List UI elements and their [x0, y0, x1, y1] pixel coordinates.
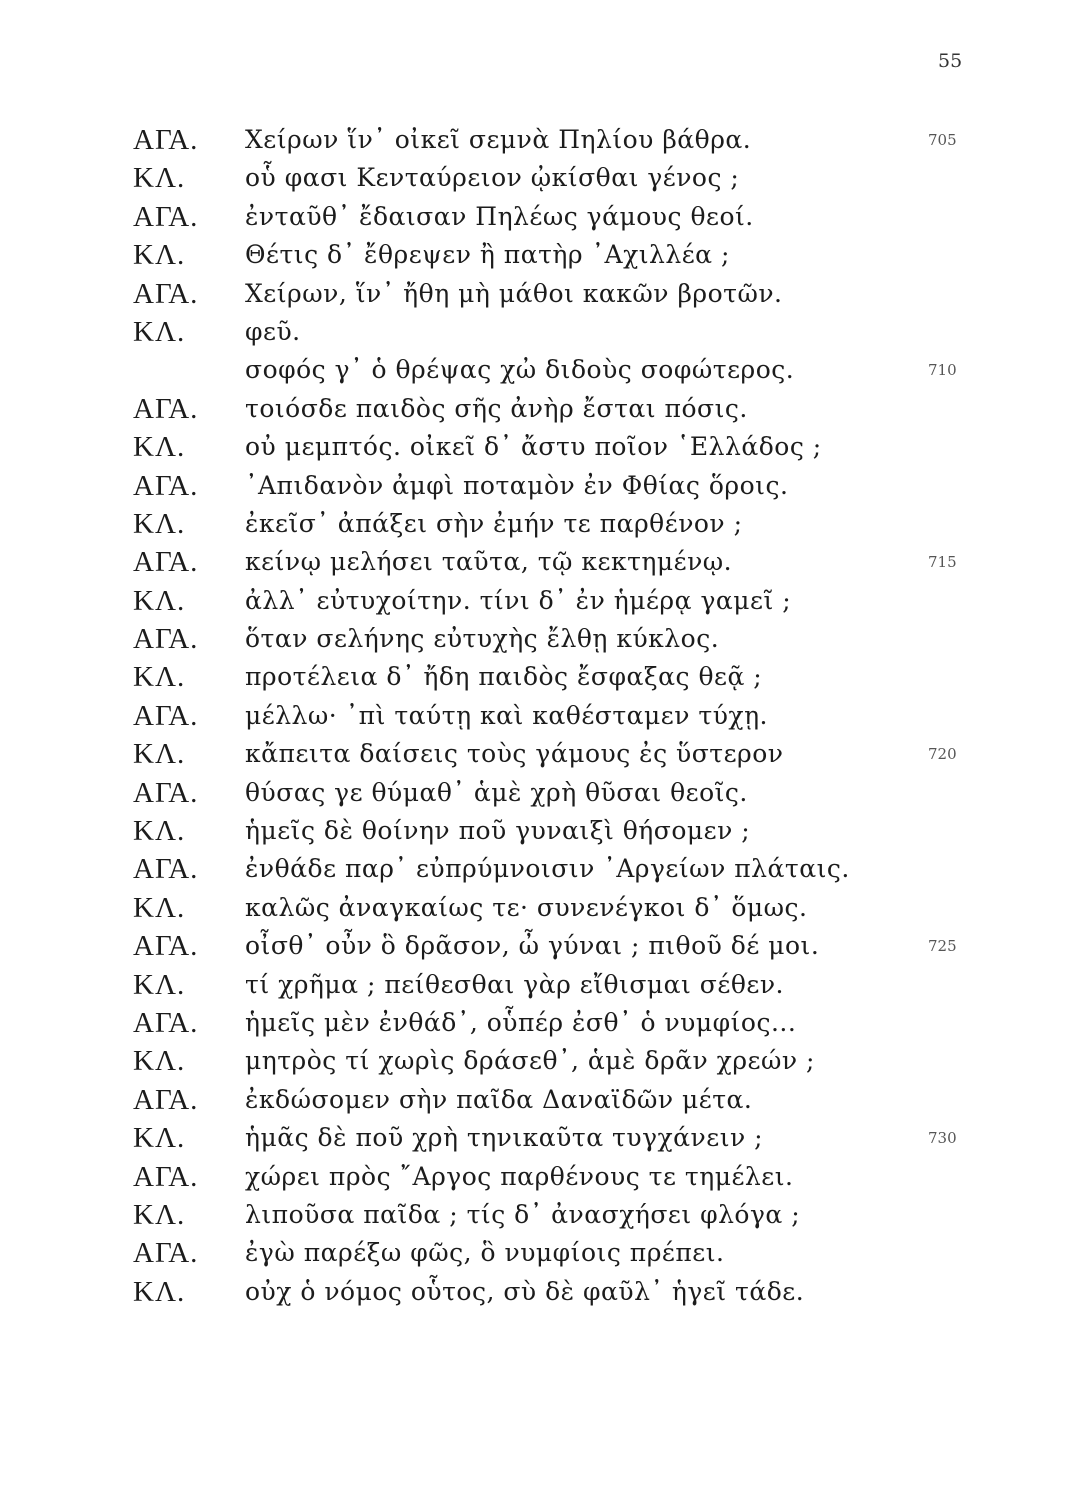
verse-line — [133, 351, 1033, 389]
speaker-label: ΚΛ. — [133, 738, 186, 771]
speaker-label: ΑΓΑ. — [133, 200, 199, 233]
speaker-label: ΑΓΑ. — [133, 699, 199, 732]
verse-line — [133, 159, 1033, 197]
verse-text: ἡμεῖς δὲ θοίνην ποῦ γυναιξὶ θήσομεν ; — [245, 816, 751, 846]
verse-line — [133, 889, 1033, 927]
verse-text: Χείρων, ἵν᾽ ἤθη μὴ μάθοι κακῶν βροτῶν. — [245, 278, 783, 308]
verse-line — [133, 313, 1033, 351]
speaker-label: ΑΓΑ. — [133, 469, 199, 502]
speaker-label: ΚΛ. — [133, 661, 186, 694]
verse-text: ἐγὼ παρέξω φῶς, ὃ νυμφίοις πρέπει. — [245, 1238, 725, 1268]
speaker-label: ΑΓΑ. — [133, 1083, 199, 1116]
speaker-label: ΚΛ. — [133, 584, 186, 617]
speaker-label: ΚΛ. — [133, 891, 186, 924]
speaker-label: ΚΛ. — [133, 1198, 186, 1231]
speaker-label: ΚΛ. — [133, 1045, 186, 1078]
speaker-label: ΑΓΑ. — [133, 930, 199, 963]
verse-line — [133, 236, 1033, 274]
verse-block — [133, 121, 1033, 1311]
verse-text: τοιόσδε παιδὸς σῆς ἀνὴρ ἔσται πόσις. — [245, 393, 748, 423]
line-number: 710 — [928, 361, 957, 380]
verse-line — [133, 1234, 1033, 1272]
verse-line — [133, 1004, 1033, 1042]
verse-line — [133, 1042, 1033, 1080]
speaker-label: ΚΛ. — [133, 968, 186, 1001]
speaker-label: ΑΓΑ. — [133, 776, 199, 809]
verse-text: θύσας γε θύμαθ᾽ ἁμὲ χρὴ θῦσαι θεοῖς. — [245, 777, 748, 807]
line-number: 730 — [928, 1129, 957, 1148]
verse-text: ἡμεῖς μὲν ἐνθάδ᾽, οὗπέρ ἐσθ᾽ ὁ νυμφίος... — [245, 1007, 797, 1037]
page-number: 55 — [938, 50, 963, 72]
verse-line — [133, 966, 1033, 1004]
verse-line — [133, 697, 1033, 735]
verse-line — [133, 620, 1033, 658]
verse-text: ἐνταῦθ᾽ ἔδαισαν Πηλέως γάμους θεοί. — [245, 201, 754, 231]
verse-line — [133, 658, 1033, 696]
verse-line — [133, 1119, 1033, 1157]
verse-text: κἄπειτα δαίσεις τοὺς γάμους ἐς ὕστερον — [245, 739, 784, 769]
verse-text: ἐνθάδε παρ᾽ εὐπρύμνοισιν ᾿Αργείων πλάταις. — [245, 854, 850, 884]
verse-text: οἶσθ᾽ οὖν ὃ δρᾶσον, ὦ γύναι ; πιθοῦ δέ μοι. — [245, 931, 820, 961]
speaker-label: ΑΓΑ. — [133, 1237, 199, 1270]
verse-text: ἐκεῖσ᾽ ἀπάξει σὴν ἐμήν τε παρθένον ; — [245, 508, 743, 538]
verse-text: προτέλεια δ᾽ ἤδη παιδὸς ἔσφαξας θεᾷ ; — [245, 662, 763, 692]
speaker-label: ΑΓΑ. — [133, 853, 199, 886]
speaker-label: ΚΛ. — [133, 1122, 186, 1155]
verse-line — [133, 1196, 1033, 1234]
verse-text: τί χρῆμα ; πείθεσθαι γὰρ εἴθισμαι σέθεν. — [245, 969, 784, 999]
verse-line — [133, 198, 1033, 236]
verse-line — [133, 812, 1033, 850]
verse-line — [133, 735, 1033, 773]
verse-text: Χείρων ἵν᾽ οἰκεῖ σεμνὰ Πηλίου βάθρα. — [245, 125, 752, 154]
speaker-label: ΚΛ. — [133, 431, 186, 464]
verse-line — [133, 467, 1033, 505]
speaker-label: ΑΓΑ. — [133, 277, 199, 310]
verse-line — [133, 428, 1033, 466]
verse-line — [133, 1158, 1033, 1196]
speaker-label: ΑΓΑ. — [133, 1006, 199, 1039]
verse-text: χώρει πρὸς ῎Αργος παρθένους τε τημέλει. — [245, 1161, 794, 1191]
verse-line — [133, 505, 1033, 543]
speaker-label: ΑΓΑ. — [133, 546, 199, 579]
verse-text: ἀλλ᾽ εὐτυχοίτην. τίνι δ᾽ ἐν ἡμέρᾳ γαμεῖ ; — [245, 585, 792, 615]
line-number: 720 — [928, 745, 957, 764]
speaker-label: ΚΛ. — [133, 162, 186, 195]
verse-text: οὗ φασι Κενταύρειον ᾠκίσθαι γένος ; — [245, 163, 740, 193]
speaker-label: ΚΛ. — [133, 507, 186, 540]
speaker-label: ΑΓΑ. — [133, 124, 199, 156]
verse-text: ὅταν σελήνης εὐτυχὴς ἔλθῃ κύκλος. — [245, 624, 720, 654]
speaker-label: ΑΓΑ. — [133, 1160, 199, 1193]
verse-text: ἐκδώσομεν σὴν παῖδα Δαναϊδῶν μέτα. — [245, 1084, 753, 1114]
verse-text: καλῶς ἀναγκαίως τε· συνενέγκοι δ᾽ ὅμως. — [245, 892, 808, 922]
verse-line — [133, 927, 1033, 965]
verse-text: Θέτις δ᾽ ἔθρεψεν ἢ πατὴρ ᾿Αχιλλέα ; — [245, 240, 730, 270]
verse-line — [133, 774, 1033, 812]
speaker-label: ΑΓΑ. — [133, 392, 199, 425]
speaker-label: ΚΛ. — [133, 1275, 186, 1308]
verse-text: λιποῦσα παῖδα ; τίς δ᾽ ἀνασχήσει φλόγα ; — [245, 1199, 801, 1229]
verse-text: ᾿Απιδανὸν ἀμφὶ ποταμὸν ἐν Φθίας ὅροις. — [245, 470, 789, 500]
verse-line — [133, 850, 1033, 888]
verse-line — [133, 582, 1033, 620]
verse-line — [133, 1273, 1033, 1311]
verse-text: μέλλω· ᾿πὶ ταύτῃ καὶ καθέσταμεν τύχῃ. — [245, 700, 769, 730]
verse-line — [133, 275, 1033, 313]
verse-line — [133, 1081, 1033, 1119]
verse-text: μητρὸς τί χωρὶς δράσεθ᾽, ἁμὲ δρᾶν χρεών ; — [245, 1046, 815, 1076]
verse-line — [133, 121, 1033, 159]
verse-text: ἡμᾶς δὲ ποῦ χρὴ τηνικαῦτα τυγχάνειν ; — [245, 1123, 764, 1153]
line-number: 705 — [928, 131, 957, 149]
verse-text: οὐχ ὁ νόμος οὗτος, σὺ δὲ φαῦλ᾽ ἡγεῖ τάδε. — [245, 1276, 805, 1306]
speaker-label: ΚΛ. — [133, 239, 186, 272]
verse-text: οὐ μεμπτός. οἰκεῖ δ᾽ ἄστυ ποῖον ῾Ελλάδος ; — [245, 432, 822, 462]
speaker-label: ΚΛ. — [133, 315, 186, 348]
speaker-label: ΑΓΑ. — [133, 623, 199, 656]
speaker-label: ΚΛ. — [133, 815, 186, 848]
verse-line — [133, 543, 1033, 581]
verse-text: φεῦ. — [245, 316, 301, 346]
verse-line — [133, 390, 1033, 428]
verse-text: σοφός γ᾽ ὁ θρέψας χὠ διδοὺς σοφώτερος. — [245, 355, 795, 385]
line-number: 715 — [928, 553, 957, 572]
line-number: 725 — [928, 937, 957, 956]
verse-text: κείνῳ μελήσει ταῦτα, τῷ κεκτημένῳ. — [245, 547, 733, 577]
